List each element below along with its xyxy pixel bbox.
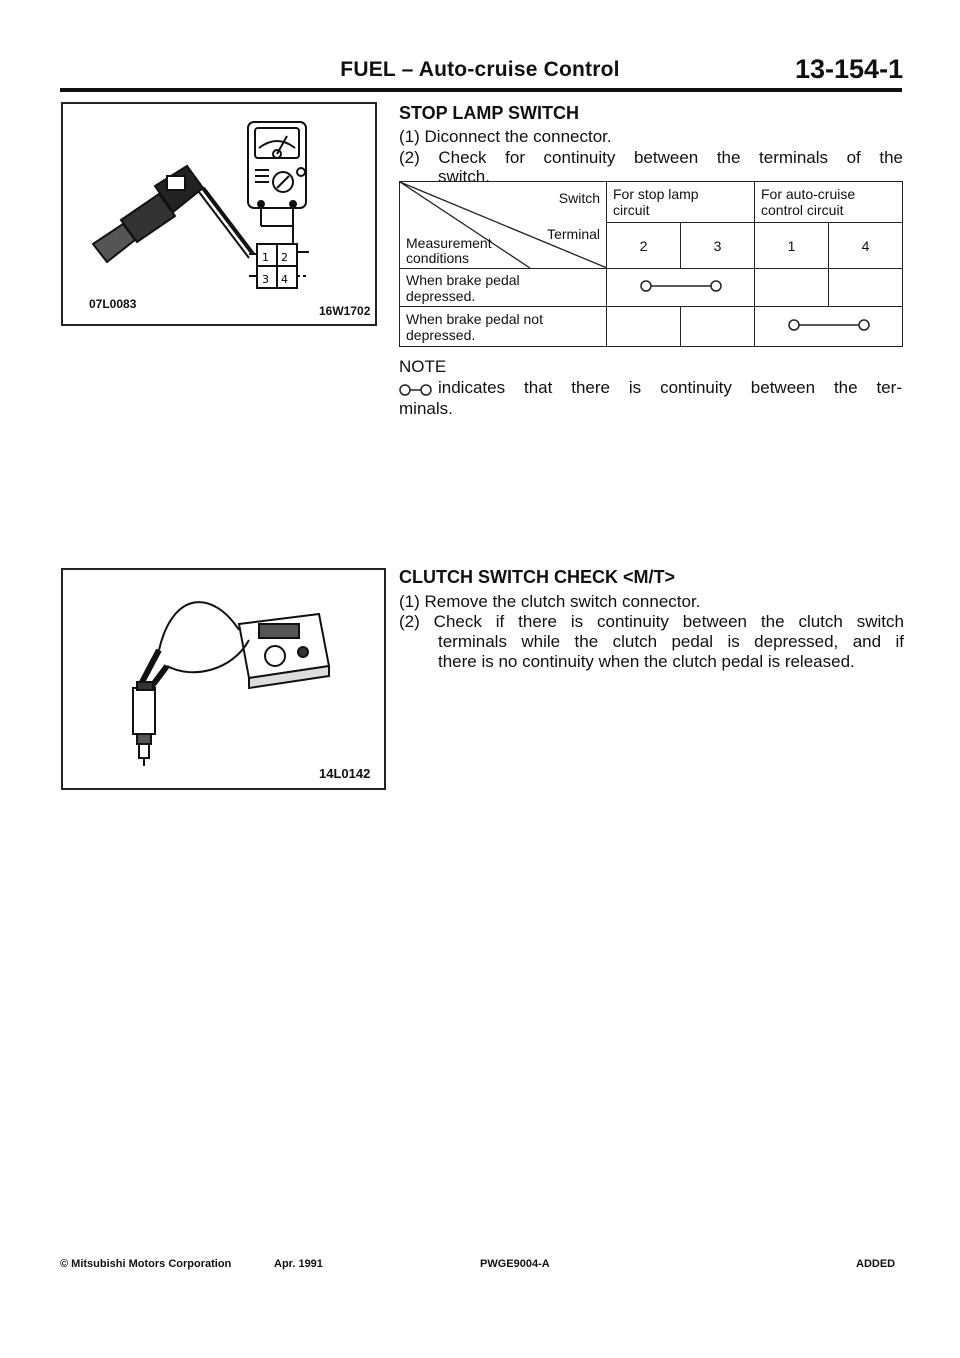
stop-lamp-heading: STOP LAMP SWITCH	[399, 103, 580, 123]
continuity-table	[399, 181, 903, 347]
note-line-1: indicates that there is continuity between the ter-	[438, 378, 902, 397]
corner-measurement-label: Measurement	[406, 235, 492, 251]
figure2-code: 14L0142	[319, 766, 371, 781]
stop-lamp-switch-figure	[61, 102, 377, 326]
clutch-step-1: (1) Remove the clutch switch connector.	[399, 592, 701, 611]
multimeter-icon	[239, 614, 329, 688]
stop-lamp-switch-illustration	[63, 104, 375, 324]
footer-status: ADDED	[856, 1258, 896, 1270]
group-stop-lamp: For stop lamp circuit	[607, 182, 755, 223]
row-brake-not-depressed: When brake pedal not depressed.	[400, 307, 607, 347]
cell-1-depressed	[755, 269, 829, 307]
continuity-2-3	[607, 269, 755, 307]
cell-3-not-depressed	[681, 307, 755, 347]
terminal-4: 4	[829, 223, 903, 269]
corner-conditions-label: conditions	[406, 250, 470, 266]
terminal-3: 3	[681, 223, 755, 269]
footer-doc-code: PWGE9004-A	[480, 1258, 550, 1270]
stop-lamp-step-1: (1) Diconnect the connector.	[399, 127, 612, 146]
terminal-2: 2	[607, 223, 681, 269]
corner-switch-label: Switch	[558, 190, 600, 206]
pin-4: 4	[281, 273, 288, 286]
switch-body-icon	[93, 166, 253, 262]
corner-terminal-label: Terminal	[547, 226, 600, 242]
pin-2: 2	[281, 251, 288, 264]
table-corner-cell	[400, 182, 607, 269]
continuity-symbol	[613, 276, 749, 296]
continuity-symbol-icon	[399, 382, 433, 398]
footer-copyright: © Mitsubishi Motors Corporation	[60, 1258, 232, 1270]
cell-2-not-depressed	[607, 307, 681, 347]
section-title: FUEL – Auto-cruise Control	[340, 58, 620, 81]
ohmmeter-icon	[248, 122, 306, 244]
figure1-small-code: 07L0083	[89, 297, 137, 311]
footer-date: Apr. 1991	[274, 1258, 323, 1270]
clutch-switch-icon	[133, 682, 155, 766]
continuity-symbol	[761, 315, 897, 335]
pin-3: 3	[262, 273, 269, 286]
test-lead-icon	[141, 602, 249, 690]
continuity-1-4	[755, 307, 903, 347]
page-number: 13-154-1	[795, 54, 904, 84]
note-title: NOTE	[399, 357, 447, 376]
stop-lamp-step-2-cont: switch.	[438, 167, 490, 186]
pin-1: 1	[262, 251, 269, 264]
terminal-1: 1	[755, 223, 829, 269]
clutch-switch-illustration	[63, 570, 384, 788]
note-line-2: minals.	[399, 399, 453, 418]
clutch-step-2-line-2: terminals while the clutch pedal is depressed, and if	[438, 632, 904, 651]
connector-pins-icon	[249, 244, 309, 288]
group-auto-cruise: For auto-cruise control circuit	[755, 182, 903, 223]
stop-lamp-step-2: (2) Check for continuity between the terminals of the	[399, 148, 903, 167]
header-rule	[60, 88, 902, 92]
figure1-code: 16W1702	[319, 304, 371, 318]
row-brake-depressed: When brake pedal depressed.	[400, 269, 607, 307]
clutch-step-2-line-3: there is no continuity when the clutch pedal is released.	[438, 652, 855, 671]
clutch-heading: CLUTCH SWITCH CHECK <M/T>	[399, 567, 675, 587]
clutch-switch-figure	[61, 568, 386, 790]
clutch-step-2: (2) Check if there is continuity between the clutch switch	[399, 612, 904, 631]
cell-4-depressed	[829, 269, 903, 307]
